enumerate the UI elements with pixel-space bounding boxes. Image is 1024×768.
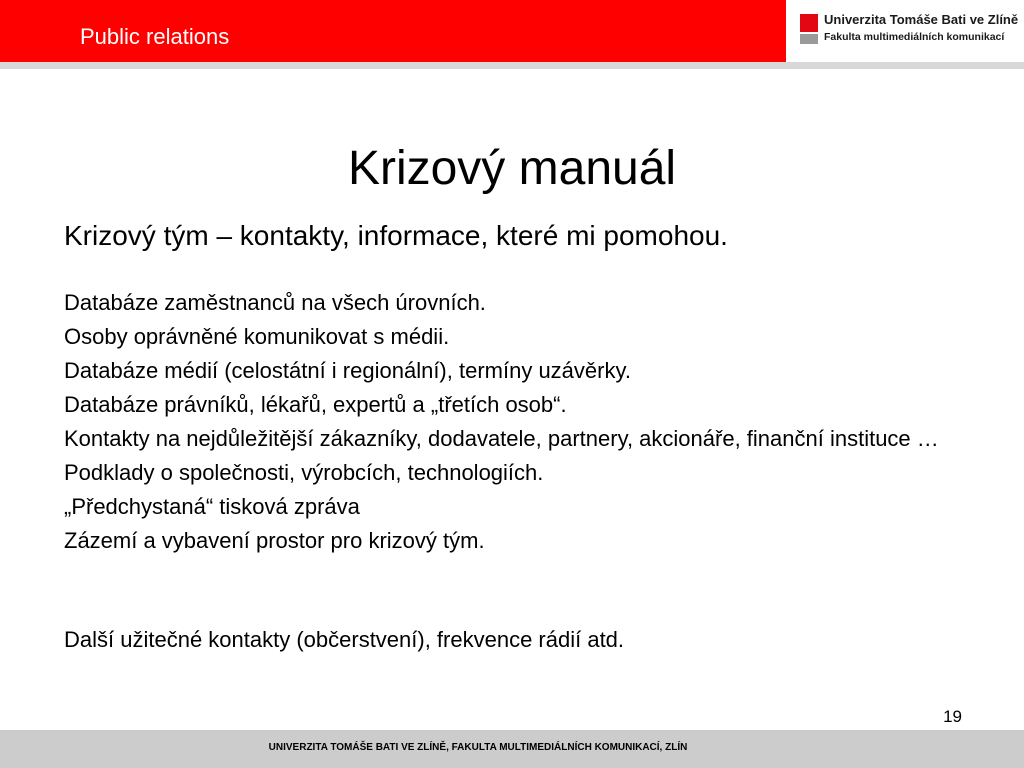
list-item: Osoby oprávněné komunikovat s médii. [64, 324, 450, 349]
university-logo [786, 0, 1024, 62]
header-divider [0, 62, 1024, 69]
content-list [64, 290, 984, 562]
list-item: Databáze médií (celostátní i regionální), termíny uzávěrky. [64, 358, 631, 383]
list-item: Kontakty na nejdůležitější zákazníky, dodavatele, partnery, akcionáře, finanční instituce … [64, 426, 939, 451]
last-list-item: Další užitečné kontakty (občerstvení), frekvence rádií atd. [64, 627, 625, 652]
slide-title: Krizový manuál [347, 142, 677, 195]
header-bar [0, 0, 786, 62]
logo-mark-icon [800, 14, 818, 44]
footer-text: UNIVERZITA TOMÁŠE BATI VE ZLÍNĚ, FAKULTA MULTIMEDIÁLNÍCH KOMUNIKACÍ, ZLÍN [268, 742, 688, 753]
list-item: Podklady o společnosti, výrobcích, technologiích. [64, 460, 544, 485]
list-item: Databáze právníků, lékařů, expertů a „třetích osob“. [64, 392, 567, 417]
list-item: Databáze zaměstnanců na všech úrovních. [64, 290, 486, 315]
page-number: 19 [943, 707, 962, 726]
list-item: „Předchystaná“ tisková zpráva [64, 494, 360, 519]
logo-faculty-name: Fakulta multimediálních komunikací [824, 31, 1005, 43]
list-item: Zázemí a vybavení prostor pro krizový tým. [64, 528, 485, 553]
header-title: Public relations [80, 24, 230, 49]
footer-bar [0, 730, 1024, 768]
slide-subtitle: Krizový tým – kontakty, informace, které mi pomohou. [64, 220, 728, 251]
logo-university-name: Univerzita Tomáše Bati ve Zlíně [824, 12, 1019, 27]
